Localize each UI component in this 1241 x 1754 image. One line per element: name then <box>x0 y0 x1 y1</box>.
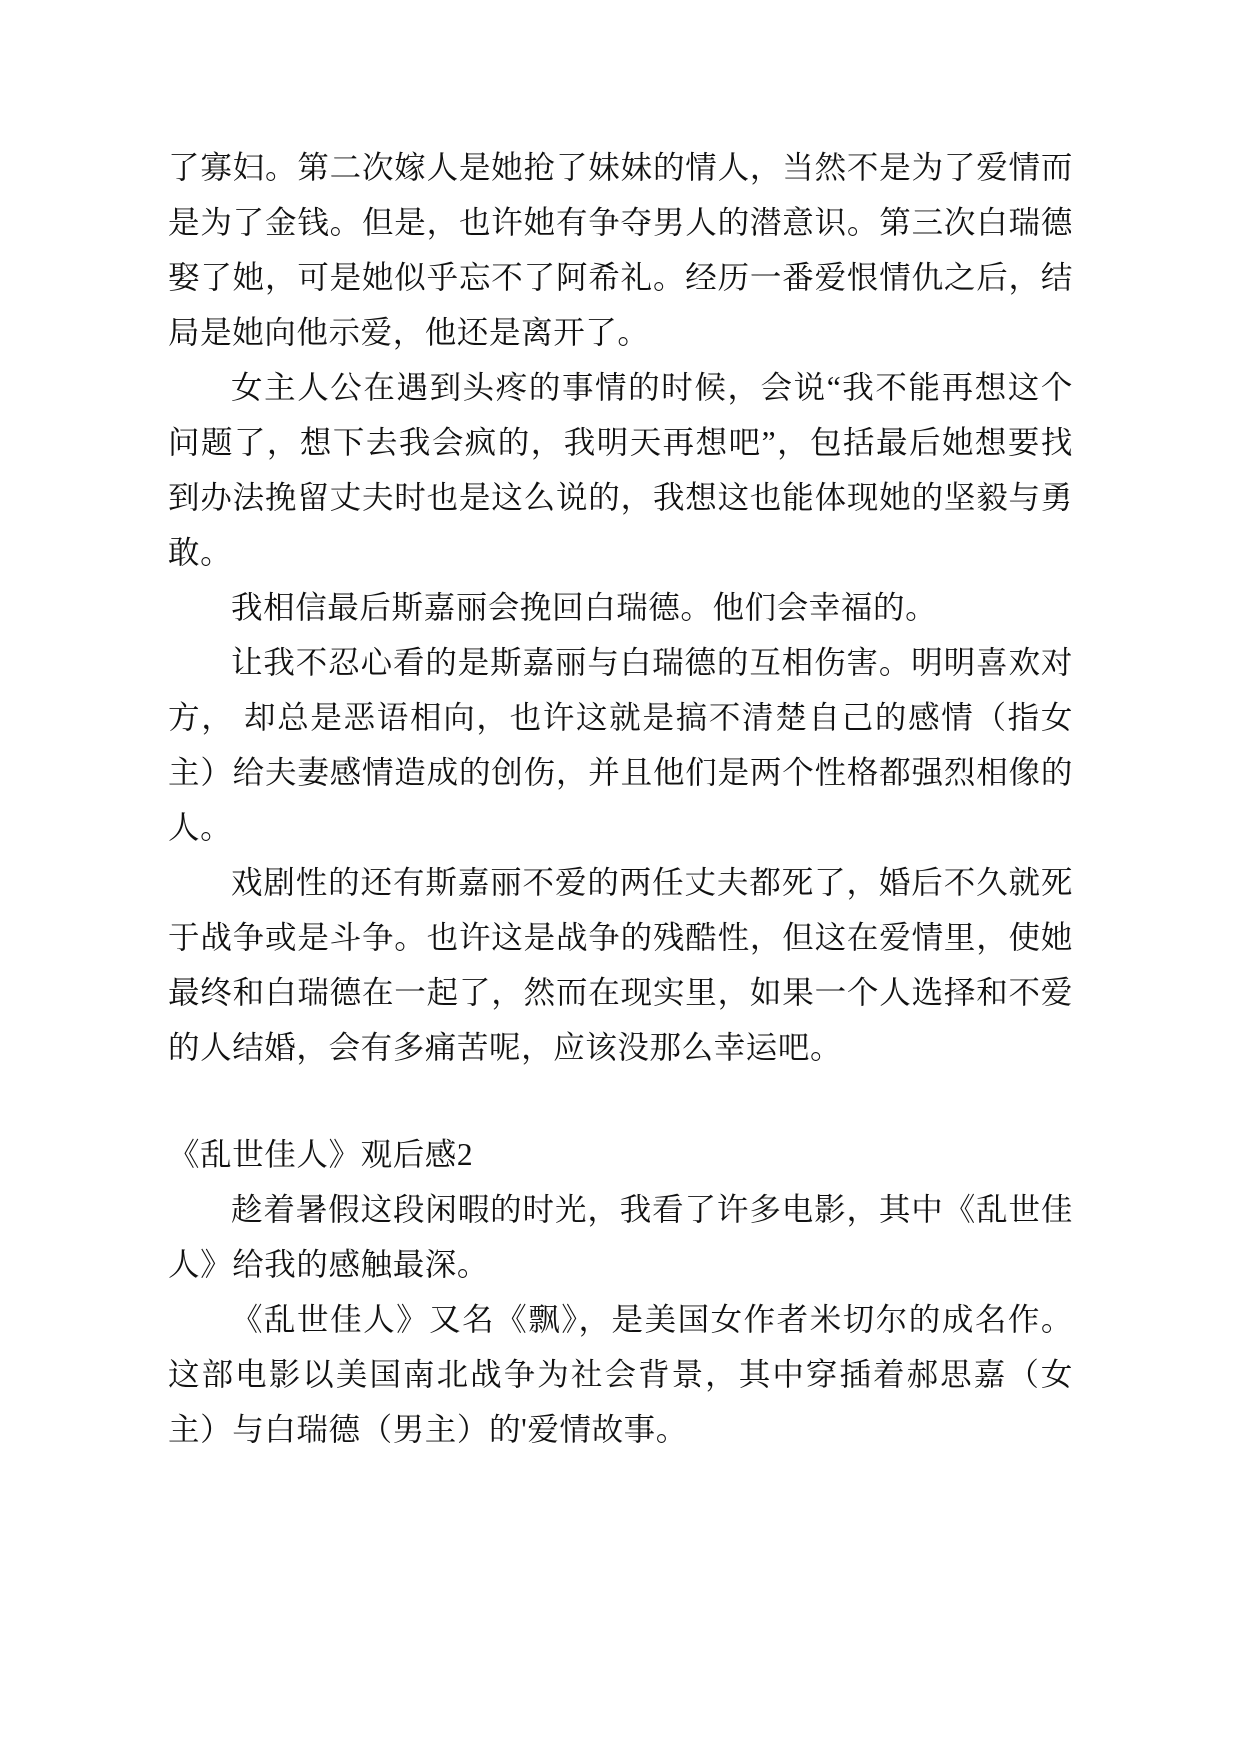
paragraph-6: 趁着暑假这段闲暇的时光，我看了许多电影，其中《乱世佳人》给我的感触最深。 <box>168 1192 1073 1282</box>
paragraph-4: 让我不忍心看的是斯嘉丽与白瑞德的互相伤害。明明喜欢对方， 却总是恶语相向，也许这就是搞不清楚自己的感情（指女主）给夫妻感情造成的创伤，并且他们是两个性格都强烈相像的人。 <box>168 645 1073 845</box>
document-body <box>168 140 1073 1457</box>
paragraph-7: 《乱世佳人》又名《飘》，是美国女作者米切尔的成名作。这部电影以美国南北战争为社会背景，其中穿插着郝思嘉（女主）与白瑞德（男主）的'爱情故事。 <box>168 1302 1073 1447</box>
paragraph-5: 戏剧性的还有斯嘉丽不爱的两任丈夫都死了，婚后不久就死于战争或是斗争。也许这是战争的残酷性，但这在爱情里，使她最终和白瑞德在一起了，然而在现实里，如果一个人选择和不爱的人结婚，会有多痛苦呢，应该没那么幸运吧。 <box>168 865 1073 1065</box>
paragraph-1: 了寡妇。第二次嫁人是她抢了妹妹的情人，当然不是为了爱情而是为了金钱。但是，也许她有争夺男人的潜意识。第三次白瑞德娶了她，可是她似乎忘不了阿希礼。经历一番爱恨情仇之后，结局是她向他示爱，他还是离开了。 <box>168 150 1073 350</box>
paragraph-2: 女主人公在遇到头疼的事情的时候，会说“我不能再想这个问题了，想下去我会疯的，我明天再想吧”，包括最后她想要找到办法挽留丈夫时也是这么说的，我想这也能体现她的坚毅与勇敢。 <box>168 370 1073 570</box>
section-heading: 《乱世佳人》观后感2 <box>168 1137 474 1172</box>
paragraph-3: 我相信最后斯嘉丽会挽回白瑞德。他们会幸福的。 <box>231 590 938 625</box>
section-spacer <box>168 1075 1073 1127</box>
